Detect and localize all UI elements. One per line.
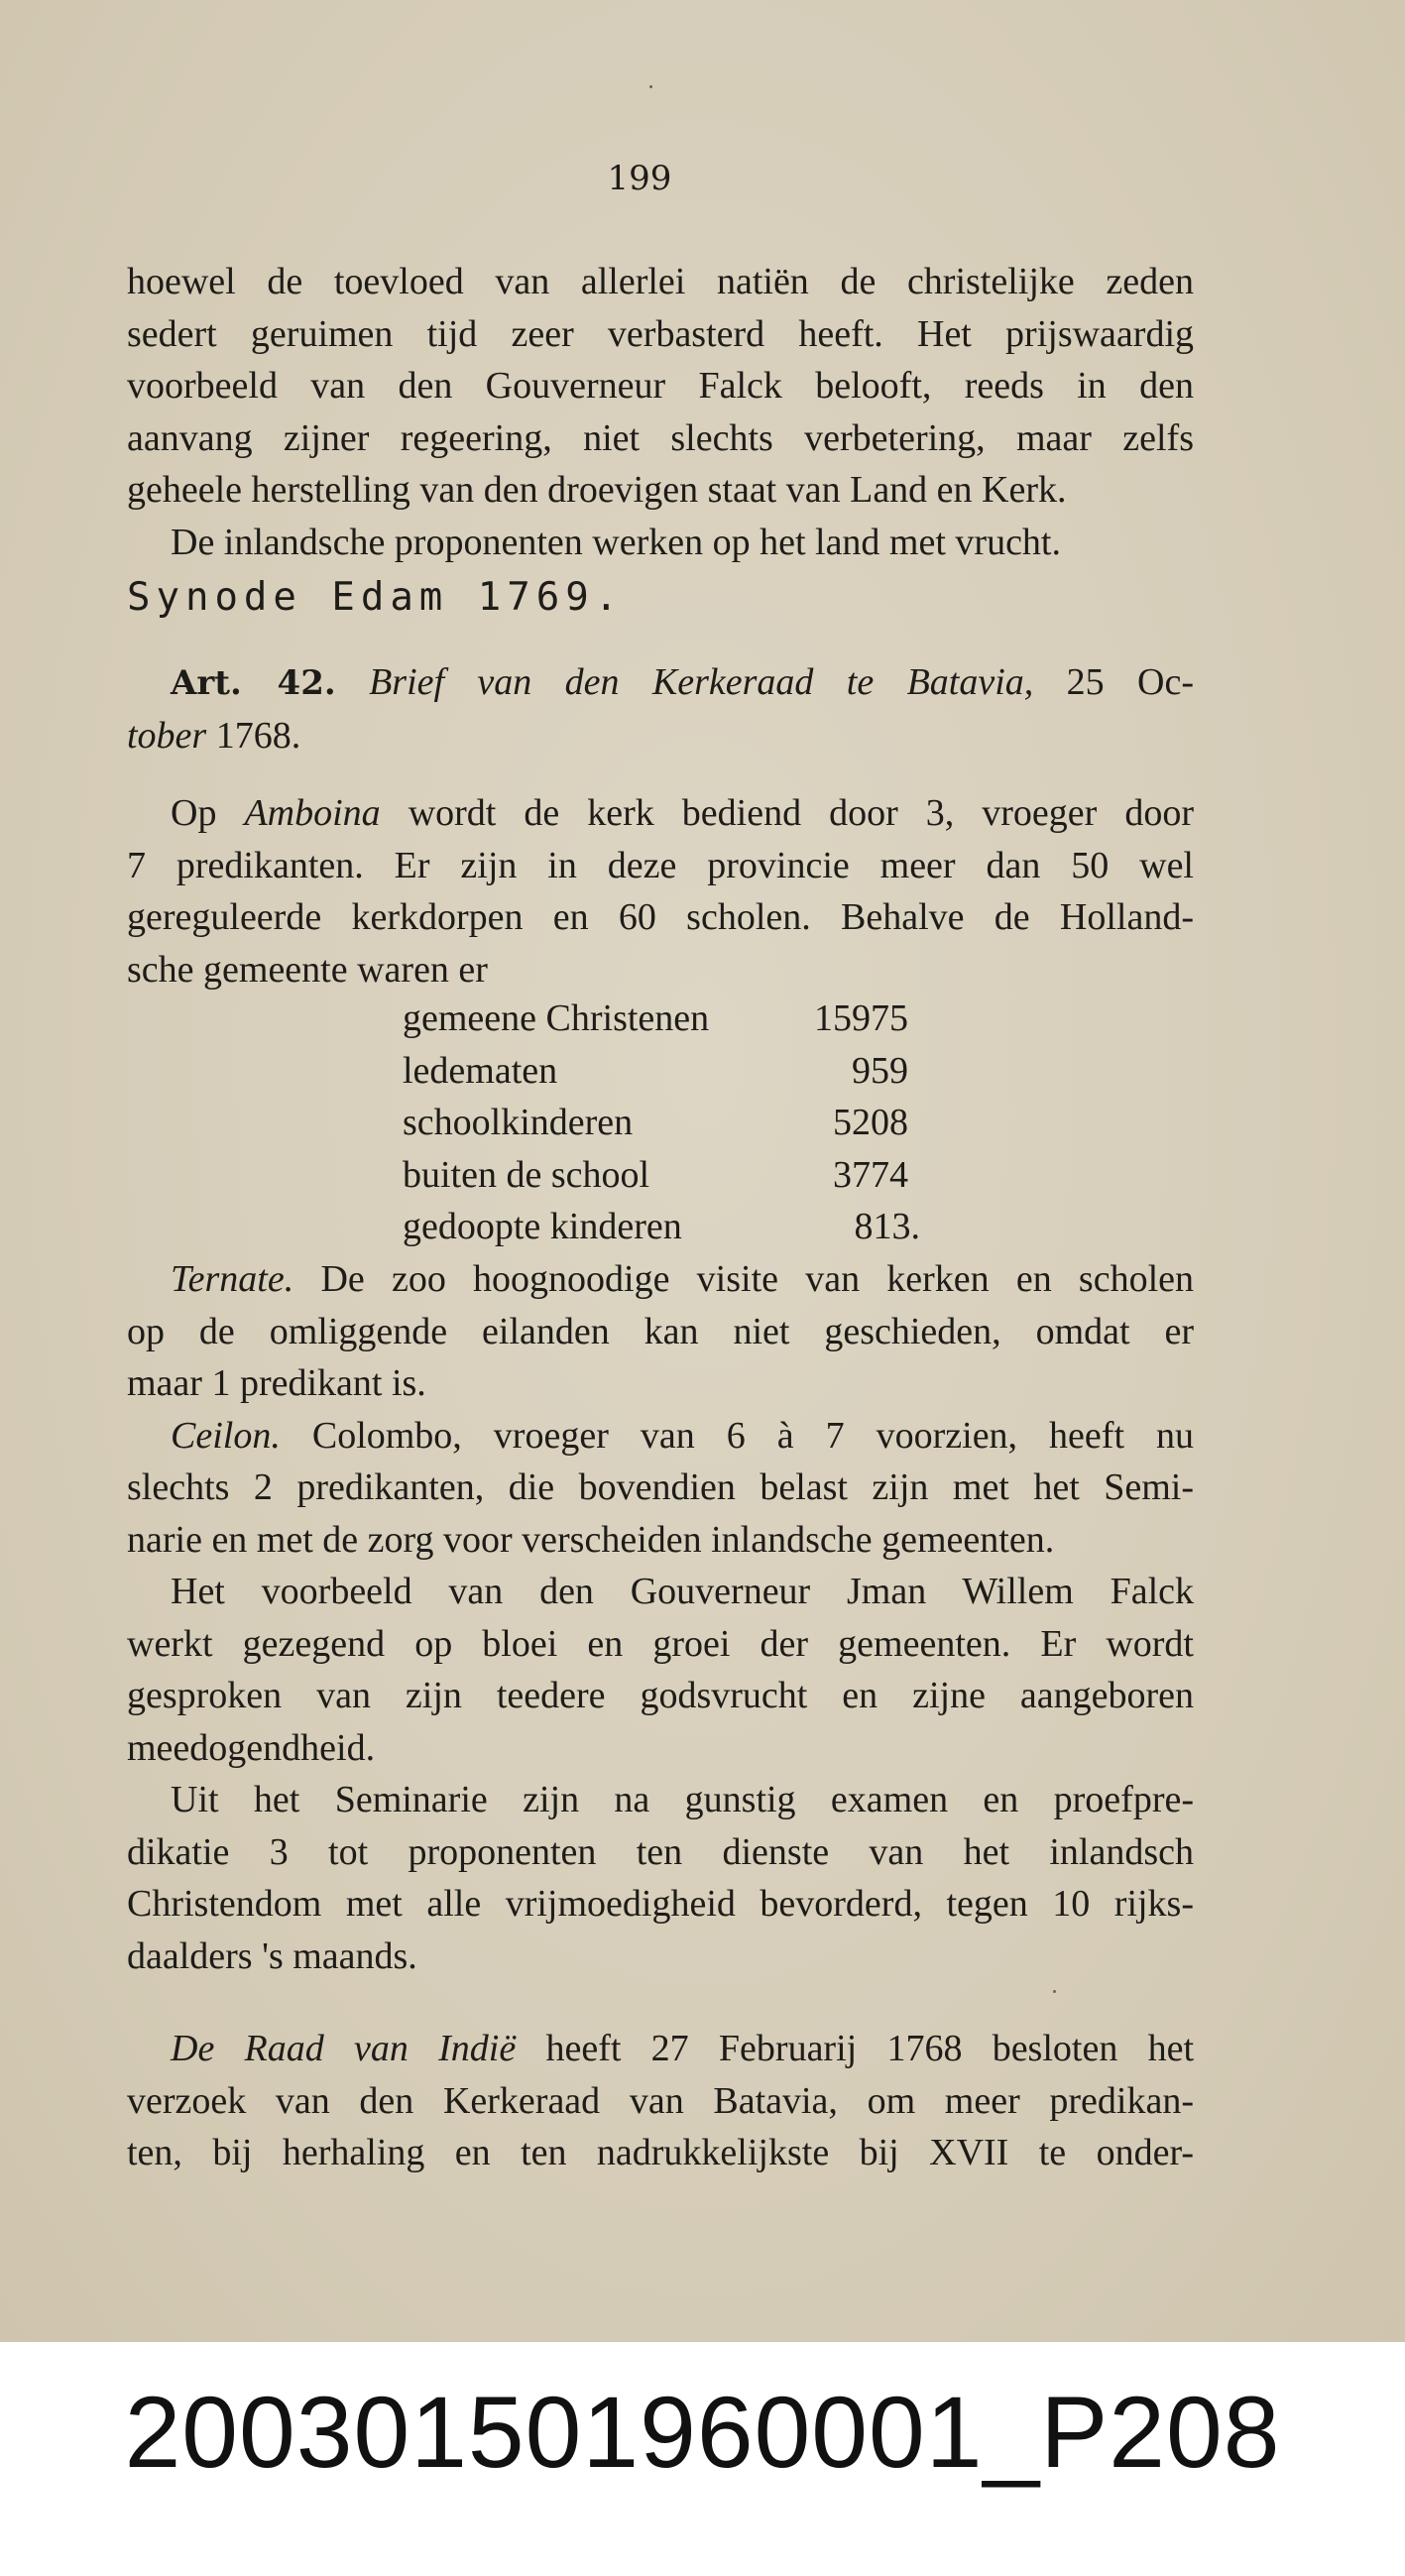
article-title: Brief van den Kerkeraad te Batavia, xyxy=(369,661,1034,703)
text-line: aanvang zijner regeering, niet slechts verbetering, maar zelfs xyxy=(127,416,1194,459)
stats-value: 959 xyxy=(852,1049,908,1092)
text-fragment: De zoo hoognoodige visite van kerken en scholen xyxy=(320,1258,1195,1300)
membership-statistics xyxy=(403,993,920,1253)
article-date: 1768. xyxy=(215,714,301,757)
scan-speck xyxy=(649,85,652,88)
institution-name: De Raad van Indië xyxy=(171,2028,517,2069)
text-line: geheele herstelling van den droevigen staat van Land en Kerk. xyxy=(127,469,1067,511)
text-line xyxy=(127,710,1194,762)
scan-identifier: 20030150196000​1_P208 xyxy=(124,2376,1281,2489)
stats-label: schoolkinderen xyxy=(403,1102,634,1143)
stats-value: 15975 xyxy=(814,997,908,1039)
text-line: De inlandsche proponenten werken op het land met vrucht. xyxy=(171,521,1061,563)
text-line: Uit het Seminarie zijn na gunstig examen en proefpre- xyxy=(171,1779,1194,1820)
stats-label: gedoopte kinderen xyxy=(403,1206,682,1247)
stats-label: buiten de school xyxy=(403,1153,650,1196)
article-title-continued: tober xyxy=(127,714,207,757)
stats-label: ledematen xyxy=(403,1049,558,1092)
stats-row xyxy=(403,1201,920,1253)
text-line: gereguleerde kerkdorpen en 60 scholen. Behalve de Holland- xyxy=(127,896,1194,938)
text-fragment: Colombo, vroeger van 6 à 7 voorzien, heeft nu xyxy=(311,1414,1195,1457)
text-line: meedogendheid. xyxy=(127,1726,376,1769)
text-fragment: heeft 27 Februarij 1768 besloten het xyxy=(545,2028,1195,2069)
stats-value: 813. xyxy=(854,1206,920,1247)
text-line: ten, bij herhaling en ten nadrukkelijkste bij XVII te onder- xyxy=(127,2132,1194,2173)
paragraph-opening xyxy=(127,256,1194,568)
paragraph-amboina xyxy=(127,787,1194,995)
text-line: sche gemeente waren er xyxy=(127,948,488,991)
text-line: werkt gezegend op bloei en groei der gemeenten. Er wordt xyxy=(127,1622,1194,1665)
text-line: Christendom met alle vrijmoedigheid bevorderd, tegen 10 rijks- xyxy=(127,1883,1194,1925)
stats-row xyxy=(403,1097,920,1149)
amboina-prefix: Op xyxy=(171,792,217,834)
text-line xyxy=(127,787,1194,840)
text-line: gesproken van zijn teedere godsvrucht en zijne aangeboren xyxy=(127,1675,1194,1716)
article-label: Art. 42. xyxy=(171,663,336,703)
scan-speck xyxy=(1053,1990,1056,1993)
stats-label: gemeene Christenen xyxy=(403,997,710,1039)
stats-row xyxy=(403,1149,920,1202)
text-line: 7 predikanten. Er zijn in deze provincie meer dan 50 wel xyxy=(127,844,1194,886)
article-title-tail: 25 Oc- xyxy=(1066,661,1195,703)
stats-row xyxy=(403,993,920,1045)
text-line: hoewel de toevloed van allerlei natiën de christelijke zeden xyxy=(127,261,1194,302)
page-number: 199 xyxy=(607,159,672,198)
stats-row xyxy=(403,1045,920,1098)
place-name: Amboina xyxy=(244,792,381,834)
text-line: voorbeeld van den Gouverneur Falck belooft, reeds in den xyxy=(127,365,1194,407)
text-line: slechts 2 predikanten, die bovendien belast zijn met het Semi- xyxy=(127,1466,1194,1508)
text-line xyxy=(127,2023,1194,2075)
text-line: sedert geruimen tijd zeer verbasterd heeft. Het prijswaardig xyxy=(127,312,1194,355)
stats-value: 5208 xyxy=(833,1102,908,1143)
text-line: daalders 's maands. xyxy=(127,1934,417,1977)
stats-value: 3774 xyxy=(833,1153,908,1196)
text-line: dikatie 3 tot proponenten ten dienste van het inlandsch xyxy=(127,1830,1194,1873)
text-line xyxy=(127,1410,1194,1463)
text-line xyxy=(127,1253,1194,1306)
section-heading: Synode Edam 1769. xyxy=(127,575,625,620)
text-line xyxy=(127,656,1194,710)
text-line: verzoek van den Kerkeraad van Batavia, om meer predikan- xyxy=(127,2079,1194,2122)
text-line: op de omliggende eilanden kan niet geschieden, omdat er xyxy=(127,1310,1194,1352)
article-heading xyxy=(127,656,1194,761)
text-line: narie en met de zorg voor verscheiden inlandsche gemeenten. xyxy=(127,1518,1055,1561)
paragraph-regions xyxy=(127,1253,1194,1982)
text-line: maar 1 predikant is. xyxy=(127,1362,426,1404)
place-name: Ceilon. xyxy=(171,1414,281,1457)
text-fragment: wordt de kerk bediend door 3, vroeger door xyxy=(408,792,1194,834)
place-name: Ternate. xyxy=(171,1258,294,1300)
text-line: Het voorbeeld van den Gouverneur Jman Willem Falck xyxy=(171,1571,1194,1612)
paragraph-raad xyxy=(127,2023,1194,2179)
